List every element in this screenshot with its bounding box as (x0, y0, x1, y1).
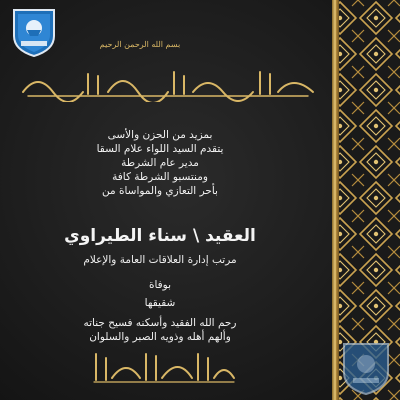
deceased-title: مرتب إدارة العلاقات العامة والإعلام (83, 254, 237, 266)
message-block (40, 128, 280, 198)
message-line: مدير عام الشرطة (121, 157, 199, 169)
prayer-line: رحم الله الفقيد وأسكنه فسيح جناته (83, 317, 237, 329)
basmala: بسم الله الرحمن الرحيم (99, 40, 181, 49)
death-notice (40, 278, 280, 310)
verse-bottom-calligraphy (88, 350, 238, 386)
verse-top-calligraphy (18, 66, 318, 102)
death-line: شقيقها (144, 297, 176, 309)
death-line: بوفاة (148, 279, 172, 291)
deceased-name: العقيد \ سناء الطيراوي (64, 226, 256, 246)
prayer-line: وألهم أهله وذويه الصبر والسلوان (89, 331, 231, 343)
message-line: ومنتسبو الشرطة كافة (112, 171, 208, 183)
message-line: بأحر التعازي والمواساة من (102, 185, 218, 197)
message-line: يتقدم السيد اللواء علام السقا (96, 143, 224, 155)
prayer-block (40, 316, 280, 344)
police-emblem-watermark-icon (338, 340, 394, 396)
police-emblem-icon (8, 6, 60, 58)
message-line: بمزيد من الحزن والأسى (107, 129, 213, 141)
